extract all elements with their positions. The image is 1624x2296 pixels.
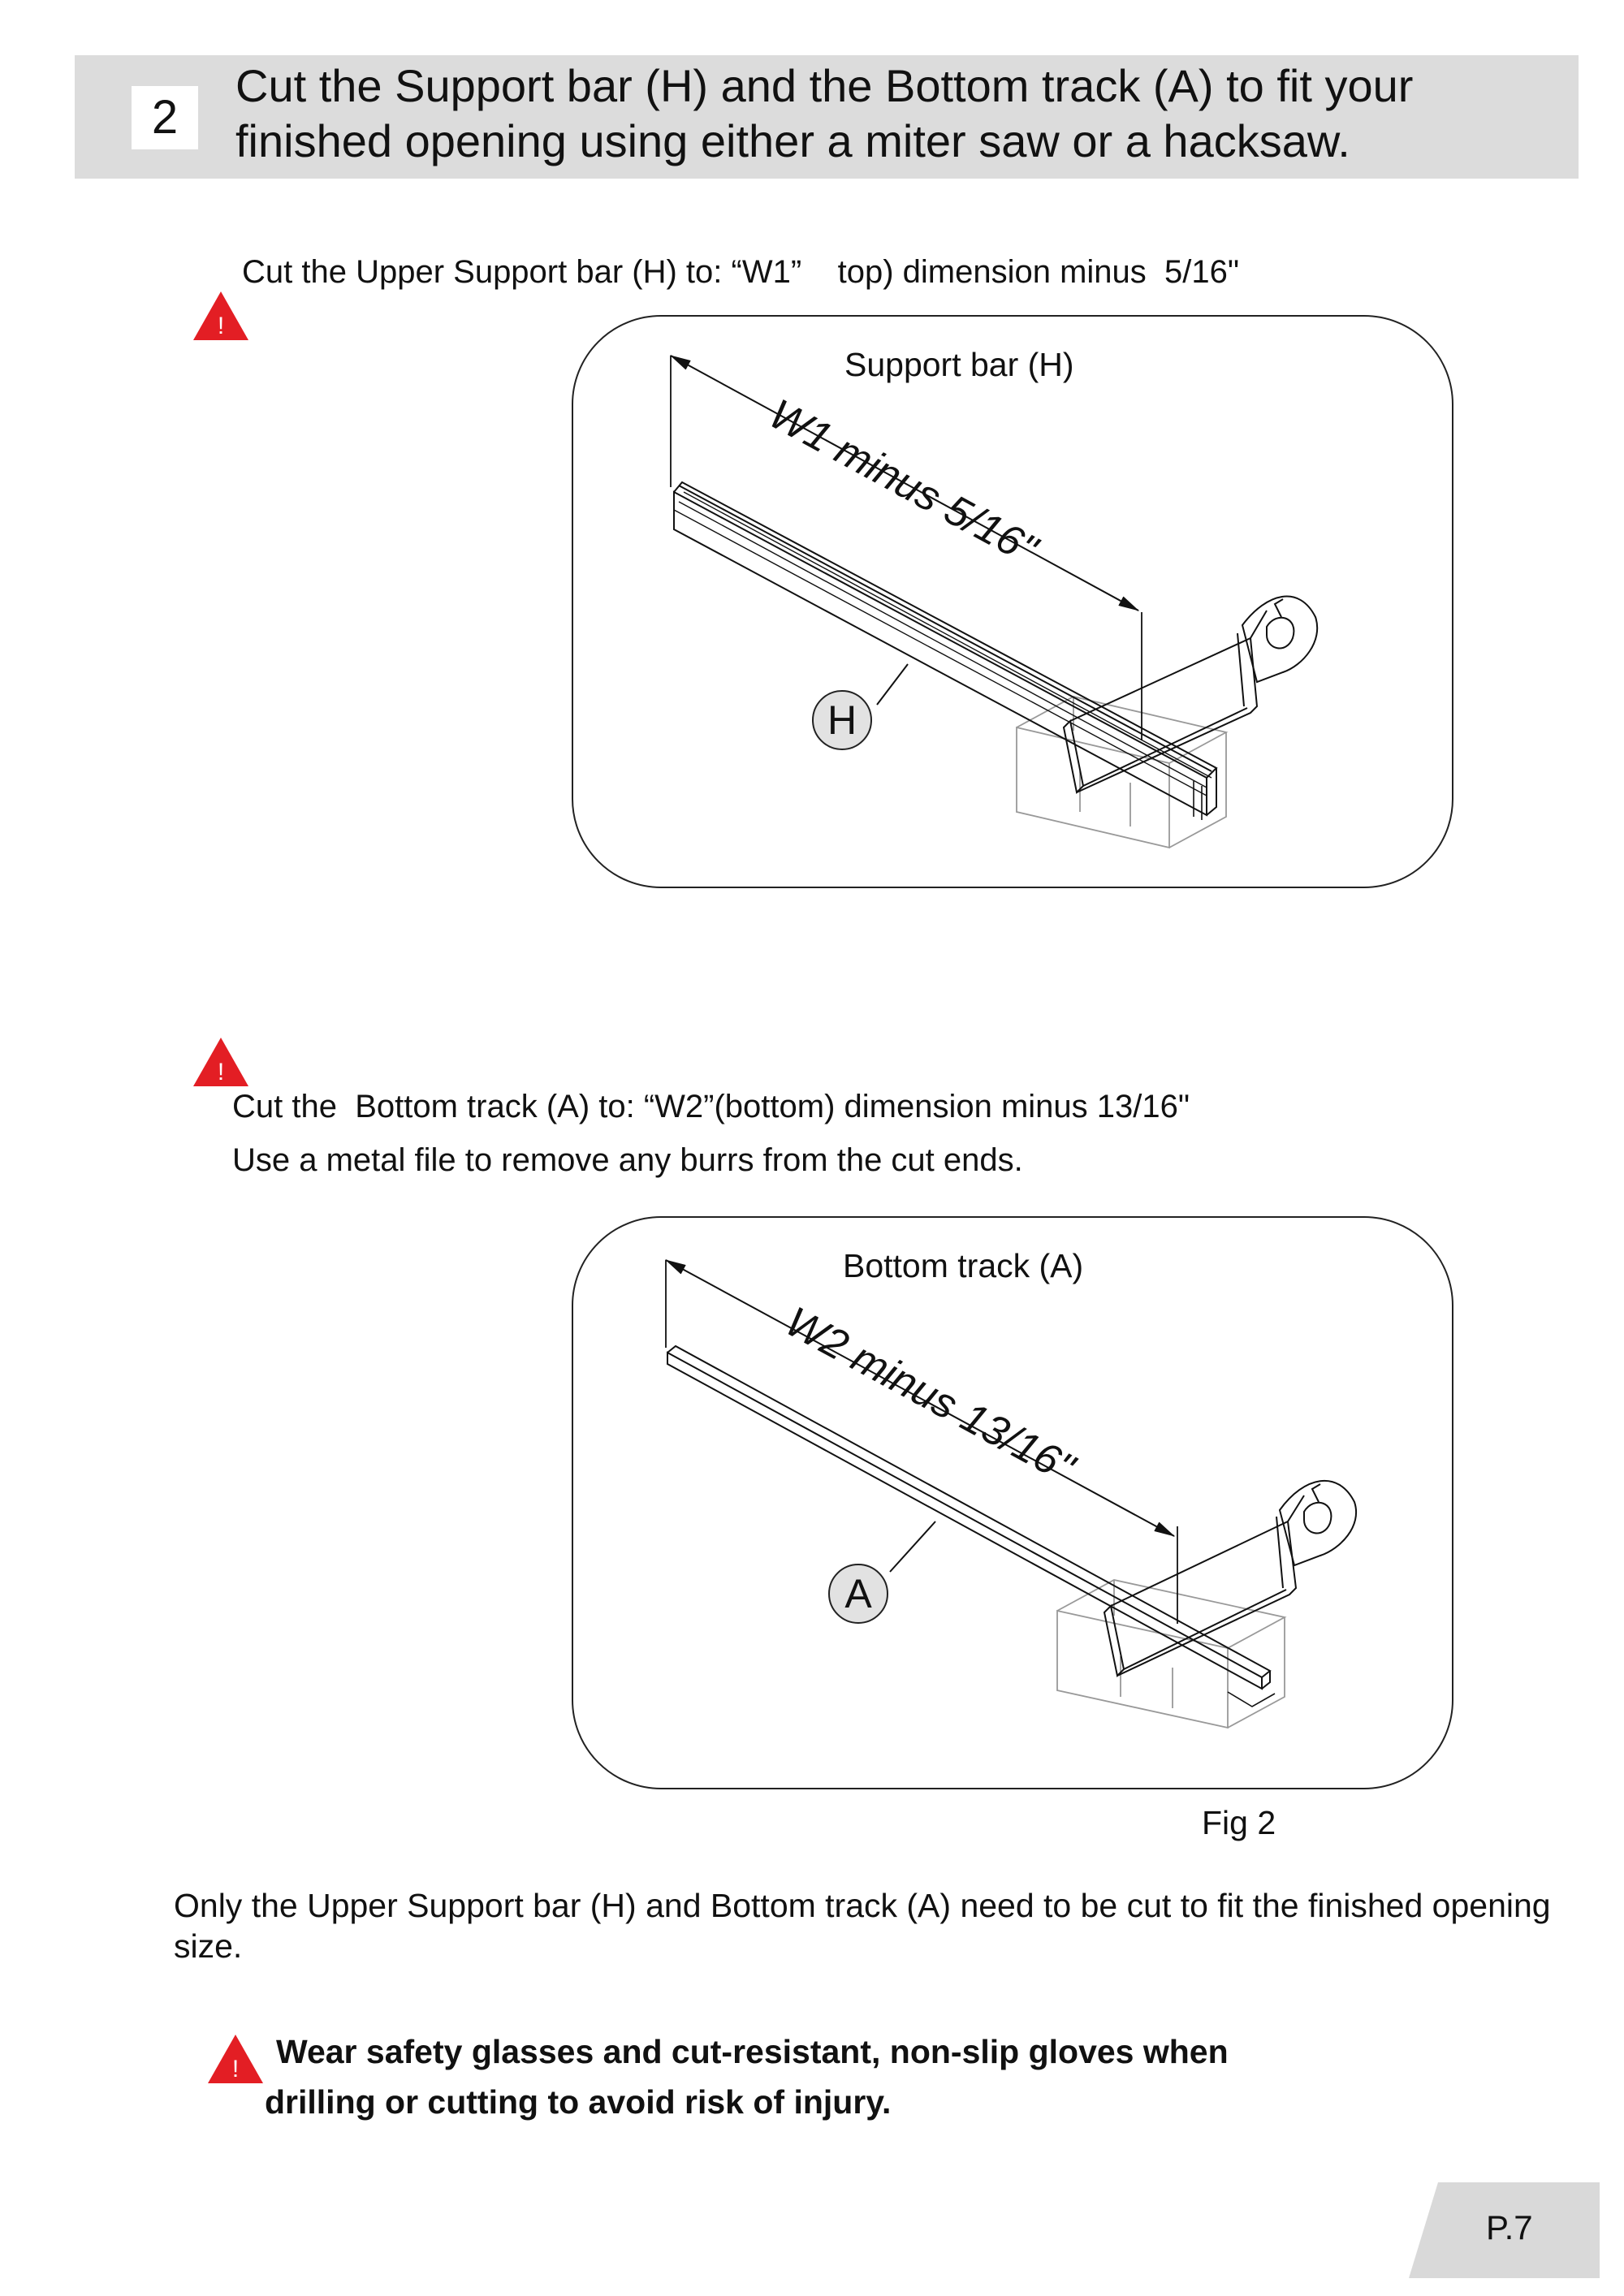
figure-caption: Fig 2 — [1202, 1804, 1276, 1841]
warning-glyph: ! — [217, 313, 225, 339]
figure-title-support-bar: Support bar (H) — [844, 346, 1074, 383]
safety-warning-line1: Wear safety glasses and cut-resistant, non-slip gloves when — [276, 2033, 1229, 2070]
callout-a: A — [828, 1564, 888, 1624]
figure-bottom-track-box — [572, 1216, 1453, 1789]
step-title: Cut the Support bar (H) and the Bottom track (A) to fit your finished opening using either a miter saw or a hacksaw. — [235, 60, 1414, 166]
dimension-label-w2: W2 minus 13/16" — [777, 1297, 1082, 1492]
warning-triangle-icon — [192, 1036, 250, 1088]
warning-glyph: ! — [217, 1059, 225, 1085]
instruction-upper-support-bar: Cut the Upper Support bar (H) to: “W1” top) dimension minus 5/16" — [242, 254, 1240, 290]
dimension-label-w1: W1 minus 5/16" — [761, 390, 1045, 574]
step-number: 2 — [132, 86, 198, 149]
callout-h: H — [812, 690, 872, 750]
instruction-bottom-track: Cut the Bottom track (A) to: “W2”(bottom) dimension minus 13/16" — [232, 1089, 1190, 1124]
warning-triangle-icon — [192, 290, 250, 342]
warning-glyph: ! — [231, 2056, 240, 2082]
cut-note: Only the Upper Support bar (H) and Bottom track (A) need to be cut to fit the finished opening size. — [174, 1887, 1551, 1965]
page-number: P.7 — [1486, 2208, 1533, 2246]
safety-warning-line2: drilling or cutting to avoid risk of injury. — [265, 2083, 892, 2121]
instruction-file-burrs: Use a metal file to remove any burrs from the cut ends. — [232, 1142, 1023, 1178]
warning-triangle-icon — [206, 2033, 265, 2085]
figure-support-bar-box — [572, 315, 1453, 888]
figure-title-bottom-track: Bottom track (A) — [843, 1247, 1084, 1284]
